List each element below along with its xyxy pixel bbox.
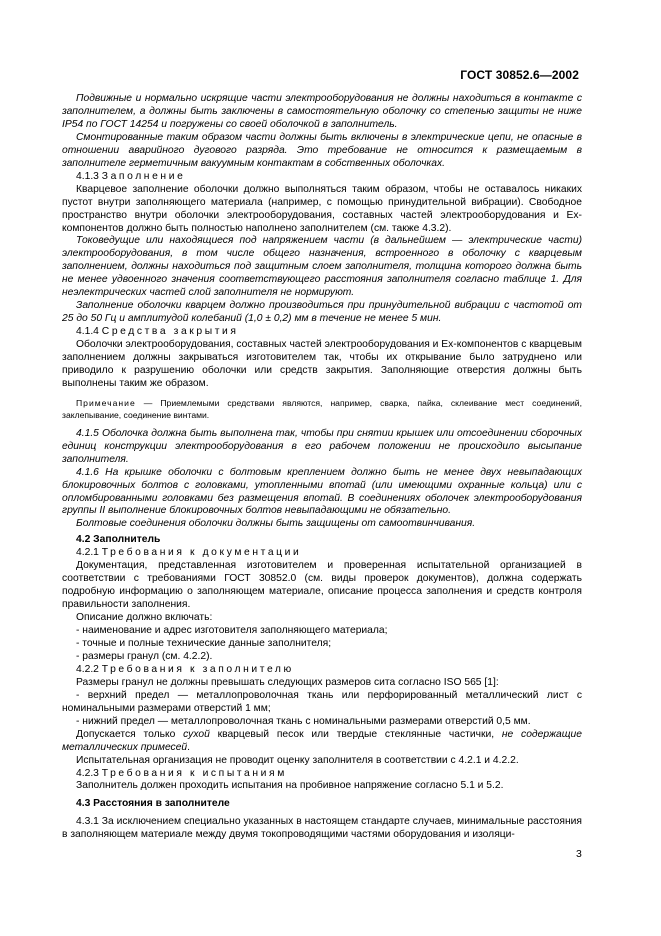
list-item: - наименование и адрес изготовителя заполняющего материала; [76, 625, 388, 637]
list-item: - точные и полные технические данные заполнителя; [76, 637, 332, 649]
paragraph: Описание должно включать: [76, 612, 213, 624]
list-item: - размеры гранул (см. 4.2.2). [76, 650, 213, 662]
paragraph: Токоведущие или находящиеся под напряжением части (в дальнейшем — электрические части) электрооборудования, в том числе общего назначения, встроенного в оболочку с кварцевым заполнением, должны находиться под защитным слоем заполнителя, толщина которого должна быть не менее удвоенного значения соответствующего расстояния заполнителя согласно таблице 1. Для неэлектрических частей слой заполнителя не нормируют. [62, 235, 582, 299]
page-content [62, 93, 582, 842]
section-title: Требования к испытаниям [101, 767, 287, 779]
document-id: ГОСТ 30852.6—2002 [460, 68, 579, 82]
section-heading-4-2-1 [62, 547, 582, 560]
paragraph: Заполнитель должен проходить испытания на пробивное напряжение согласно 5.1 и 5.2. [76, 780, 504, 792]
text-run: кварцевый песок или твердые стеклянные частички, [209, 728, 502, 740]
note [62, 397, 582, 422]
section-title: Средства закрытия [101, 326, 239, 338]
note-label: Примечание [76, 397, 136, 408]
note-text: — Приемлемыми средствами являются, например, сварка, пайка, склеивание мест соединений, заклепывание, соединение винтами. [62, 397, 582, 421]
text-run: . [187, 741, 191, 753]
section-title: Заполнение [101, 170, 186, 182]
section-heading-4-2: 4.2 Заполнитель [76, 534, 161, 546]
section-number: 4.1.4 [76, 326, 99, 338]
section-title: Требования к документации [101, 547, 302, 559]
paragraph [62, 729, 582, 755]
section-heading-4-3: 4.3 Расстояния в заполнителе [76, 798, 230, 810]
paragraph: Смонтированные таким образом части должны быть включены в электрические цепи, не опасные в отношении аварийного дугового разряда. Это требование не относится к размещаемым в заполнителе герметичным вакуумным контактам в собственных оболочках. [62, 131, 582, 169]
paragraph: Размеры гранул не должны превышать следующих размеров сита согласно ISO 565 [1]: [76, 676, 499, 688]
list-item: - нижний предел — металлопроволочная ткань с номинальными размерами отверстий 0,5 мм. [76, 715, 531, 727]
paragraph: 4.1.6 На крышке оболочки с болтовым креплением должно быть не менее двух невыпадающих блокировочных болтов с головками, утопленными впотай (или имеющими охранные кольца) или с опломбированными головками без размещения впотай. В соединениях оболочек электрооборудования группы II выполнение блокировочных болтов невыпадающими не обязательно. [62, 466, 582, 517]
section-number: 4.2.3 [76, 767, 99, 779]
section-heading-4-1-3 [62, 171, 582, 184]
section-number: 4.2.1 [76, 547, 99, 559]
paragraph: Оболочки электрооборудования, составных частей электрооборудования и Ex-компонентов с кварцевым заполнением должны закрываться изготовителем так, чтобы их открывание было затруднено или приводило к разрушению оболочки или средств закрытия. Заполняющие отверстия должны быть выполнены таким же образом. [62, 339, 582, 389]
text-run: Допускается только [76, 728, 184, 740]
emphasis: не содержащие металлических примесей [62, 728, 582, 753]
paragraph: 4.3.1 За исключением специально указанных в настоящем стандарте случаев, минимальные расстояния в заполняющем материале между двумя токопроводящими частями оборудования и изоляци- [62, 816, 582, 841]
section-heading-4-2-2 [62, 664, 582, 677]
paragraph: Болтовые соединения оболочки должны быть защищены от самоотвинчивания. [76, 518, 476, 530]
paragraph: Документация, представленная изготовителем и проверенная испытательной организацией в соответствии с требованиями ГОСТ 30852.0 (см. виды проверок документов), должна содержать подробную информацию о заполняющем материале, описание процесса заполнения и средств контроля правильности заполнения. [62, 560, 582, 611]
section-heading-4-2-3 [62, 768, 582, 781]
list-item: - верхний предел — металлопроволочная ткань или перфорированный металлический лист с номинальными размерами отверстий 1 мм; [62, 689, 582, 714]
section-title: Требования к заполнителю [101, 663, 294, 675]
section-number: 4.1.3 [76, 170, 99, 182]
section-heading-4-1-4 [62, 326, 582, 339]
paragraph: Заполнение оболочки кварцем должно производиться при принудительной вибрации с частотой от 25 до 50 Гц и амплитудой колебаний (1,0 ± 0,2) мм в течение не менее 5 мин. [62, 300, 582, 325]
paragraph: 4.1.5 Оболочка должна быть выполнена так, чтобы при снятии крышек или отсоединении сборочных единиц конструкции электрооборудования в его рабочем положении не происходило высыпание заполнителя. [62, 427, 582, 465]
paragraph: Подвижные и нормально искрящие части электрооборудования не должны находиться в контакте с заполнителем, а должны быть заключены в самостоятельную оболочку со степенью защиты не ниже IP54 по ГОСТ 14254 и погружены со своей оболочкой в заполнитель. [62, 93, 582, 130]
section-number: 4.2.2 [76, 663, 99, 675]
paragraph: Кварцевое заполнение оболочки должно выполняться таким образом, чтобы не оставалось никаких пустот внутри заполняющего материала (например, с помощью принудительной вибрации). Свободное пространство внутри оболочки электрооборудования, составных частей электрооборудования и Ex-компонентов должно быть полностью наполнено заполнителем (см. также 4.3.2). [62, 183, 582, 234]
page-number: 3 [576, 848, 582, 860]
emphasis: сухой [183, 728, 210, 740]
paragraph: Испытательная организация не проводит оценку заполнителя в соответствии с 4.2.1 и 4.2.2. [76, 754, 519, 766]
